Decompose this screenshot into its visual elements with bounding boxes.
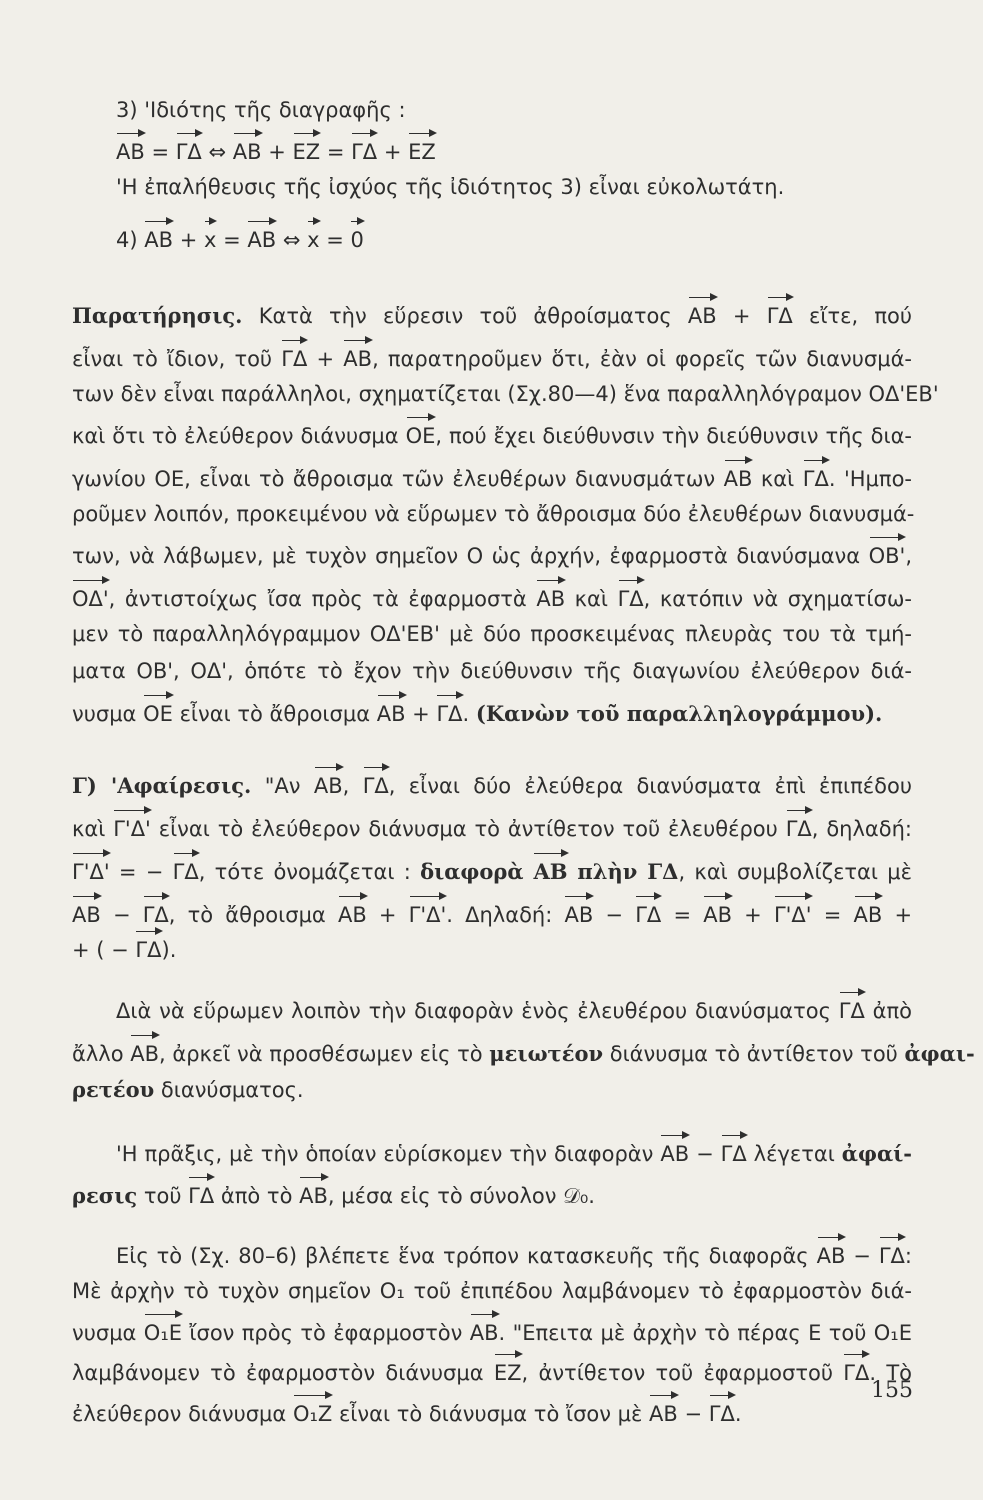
text-segment: + [882, 903, 913, 927]
vector-symbol: AB [536, 587, 566, 611]
vector-symbol: ΓΔ [281, 347, 308, 371]
remark-line [72, 345, 912, 373]
text-segment: ἄλλο [72, 1042, 131, 1066]
vector-symbol: ΓΔ [188, 1184, 215, 1208]
text-segment: Μὲ ἀρχὴν τὸ τυχὸν σημεῖον O₁ τοῦ ἐπιπέδου λαμβάνομεν τὸ ἐφαρμοστὸν διά- [72, 1279, 912, 1303]
vector-symbol: OΔ' [72, 587, 109, 611]
bold-term: πλὴν ΓΔ [567, 859, 679, 884]
text-segment: = − [109, 860, 173, 884]
text-segment: − [100, 903, 143, 927]
remark-line [72, 500, 915, 528]
vector-symbol: ΓΔ [720, 1142, 747, 1166]
text-segment: 3) 'Ιδιότης τῆς διαγραφῆς : [116, 98, 406, 122]
construction-line [72, 1319, 912, 1347]
text-segment: + [307, 347, 344, 371]
text-segment: = [216, 228, 248, 252]
vector-symbol: EZ [292, 140, 321, 164]
vector-symbol: x [203, 228, 217, 252]
text-segment: = [144, 140, 176, 164]
text-segment: εἶναι τὸ διάνυσμα τὸ ἴσον μὲ [332, 1402, 650, 1426]
vector-symbol: AB [703, 903, 732, 927]
vector-symbol: ΓΔ [766, 304, 793, 328]
text-segment: διάνυσμα τὸ ἀντίθετον τοῦ [603, 1042, 905, 1066]
bold-term: διαφορὰ [420, 859, 534, 884]
text-segment: , ἀντιστοίχως ἴσα πρὸς τὰ ἐφαρμοστὰ [108, 587, 537, 611]
text-segment: διανύσματος. [154, 1078, 304, 1102]
vector-symbol: AB [564, 903, 594, 927]
vector-symbol: ΓΔ [785, 817, 812, 841]
text-segment: καὶ [72, 817, 114, 841]
vector-symbol: AB [72, 903, 101, 927]
text-segment: Διὰ νὰ εὕρωμεν λοιπὸν τὴν διαφορὰν ἑνὸς ἐλευθέρου διανύσματος [116, 999, 839, 1023]
vector-symbol: ΓΔ [351, 140, 378, 164]
text-segment: ἀπὸ [864, 999, 912, 1023]
text-segment: = [661, 903, 704, 927]
text-segment: ματα ΟΒ', ΟΔ', ὁπότε τὸ ἔχον τὴν διεύθυνσιν τῆς διαγωνίου ἐλεύθερον διά- [72, 659, 912, 683]
text-segment: ⇔ [276, 228, 308, 252]
construction-line [72, 1359, 912, 1387]
vector-symbol: ΓΔ [635, 903, 662, 927]
difference-line [116, 997, 912, 1025]
vector-symbol: AB [649, 1402, 678, 1426]
text-segment: + [366, 903, 409, 927]
bold-term: ἀφαί- [841, 1141, 912, 1166]
vector-symbol: ΓΔ [135, 938, 162, 962]
remark-line [72, 422, 912, 450]
text-segment: εἶναι τὸ ἐλεύθερον διάνυσμα τὸ ἀντίθετον τοῦ ἐλευθέρου [150, 817, 786, 841]
property-4-formula [116, 226, 912, 254]
text-segment: − [677, 1402, 709, 1426]
vector-symbol: ΓΔ [802, 467, 829, 491]
bold-term: ἀφαι- [904, 1041, 975, 1066]
text-segment: , εἶναι δύο ἐλεύθερα διανύσματα ἐπὶ ἐπιπέδου [388, 774, 912, 798]
subtraction-line [72, 858, 912, 886]
vector-symbol: ΓΔ [362, 774, 389, 798]
text-segment: 'Η πρᾶξις, μὲ τὴν ὁποίαν εὑρίσκομεν τὴν διαφορὰν [116, 1142, 661, 1166]
text-segment: + [173, 228, 204, 252]
text-segment: νυσμα [72, 702, 144, 726]
text-segment: , τὸ ἄθροισμα [168, 903, 338, 927]
vector-symbol: ΓΔ [617, 587, 644, 611]
vector-symbol: AB [313, 774, 343, 798]
vector-symbol: AB [660, 1142, 690, 1166]
text-segment: , παρατηροῦμεν ὅτι, ἐὰν οἱ φορεῖς τῶν διανυσμά- [372, 347, 912, 371]
subtraction-line [72, 901, 912, 929]
text-segment: . "Επειτα μὲ ἀρχὴν τὸ πέρας Ε τοῦ O₁E [498, 1321, 912, 1345]
text-segment: καὶ [565, 587, 618, 611]
vector-symbol: Γ'Δ' [72, 860, 110, 884]
text-segment: . [734, 1402, 742, 1426]
text-segment: , καὶ συμβολίζεται μὲ [678, 860, 912, 884]
vector-symbol: AB [343, 347, 373, 371]
text-segment: + [716, 304, 767, 328]
subtraction-line [72, 815, 912, 843]
vector-symbol: EZ [493, 1361, 522, 1385]
text-segment: , κατόπιν νὰ σχηματίσω- [643, 587, 912, 611]
vector-symbol: AB [533, 859, 568, 884]
vector-symbol: Γ'Δ' [113, 817, 151, 841]
bold-term: Παρατήρησις. [72, 303, 243, 328]
text-segment: = [320, 140, 352, 164]
text-segment: , [342, 774, 363, 798]
bold-term: (Κανὼν τοῦ παραλληλογράμμου). [475, 701, 883, 726]
property-3-heading [116, 96, 912, 124]
text-segment: "Αν [251, 774, 314, 798]
vector-symbol: OE [143, 702, 173, 726]
construction-line [72, 1277, 912, 1305]
vector-symbol: AB [723, 467, 753, 491]
text-segment: ροῦμεν λοιπόν, προκειμένου νὰ εὕρωμεν τὸ ἄθροισμα δύο ἐλευθέρων διανυσμά- [72, 502, 915, 526]
text-segment: + [377, 140, 409, 164]
text-segment: ἴσον πρὸς τὸ ἐφαρμοστὸν [182, 1321, 470, 1345]
operation-line [116, 1140, 912, 1168]
page-number: 155 [871, 1378, 913, 1403]
text-segment: των δὲν εἶναι παράλληλοι, σχηματίζεται (Σχ.80—4) ἕνα παραλληλόγραμον ΟΔ'ΕΒ' [72, 382, 939, 406]
vector-symbol: AB [144, 228, 174, 252]
text-segment: − [689, 1142, 721, 1166]
vector-symbol: Γ'Δ' [773, 903, 812, 927]
text-segment: = [811, 903, 854, 927]
vector-symbol: AB [232, 140, 262, 164]
text-segment: γωνίου ΟΕ, εἶναι τὸ ἄθροισμα τῶν ἐλευθέρων διανυσμάτων [72, 467, 724, 491]
text-segment: − [593, 903, 636, 927]
vector-symbol: AB [469, 1321, 499, 1345]
vector-symbol: EZ [408, 140, 436, 164]
text-segment: = [319, 228, 351, 252]
text-segment: καὶ [752, 467, 803, 491]
vector-symbol: ΓΔ [838, 999, 865, 1023]
text-segment: , ἀντίθετον τοῦ ἐφαρμοστοῦ [521, 1361, 844, 1385]
text-segment: + [405, 702, 437, 726]
text-segment: , τότε ὀνομάζεται : [198, 860, 421, 884]
vector-symbol: x [307, 228, 320, 252]
remark-line [72, 620, 912, 648]
text-segment: λέγεται [746, 1142, 842, 1166]
text-segment: των, νὰ λάβωμεν, μὲ τυχὸν σημεῖον Ο ὡς ἀρχήν, ἐφαρμοστὰ διανύσμανα [72, 544, 869, 568]
text-segment: ἀπὸ τὸ [214, 1184, 300, 1208]
vector-symbol: AB [130, 1042, 160, 1066]
text-segment: μεν τὸ παραλληλόγραμμον ΟΔ'ΕΒ' μὲ δύο προσκειμένας πλευρὰς του τὰ τμή- [72, 622, 912, 646]
text-segment: + [261, 140, 293, 164]
text-segment: , [905, 544, 912, 568]
property-3-verification [116, 173, 912, 201]
text-segment: , πού ἔχει διεύθυνσιν τὴν διεύθυνσιν τῆς δια- [435, 424, 913, 448]
remark-line [72, 542, 912, 570]
bold-term: ρετέου [72, 1077, 155, 1102]
vector-symbol: OE [405, 424, 436, 448]
vector-symbol: AB [853, 903, 883, 927]
text-segment: . [462, 702, 476, 726]
remark-line [72, 657, 912, 685]
text-segment: εἶναι τὸ ἴδιον, τοῦ [72, 347, 282, 371]
text-segment: Εἰς τὸ (Σχ. 80–6) βλέπετε ἕνα τρόπον κατασκευῆς τῆς διαφορᾶς [116, 1244, 817, 1268]
text-segment: , ἀρκεῖ νὰ προσθέσωμεν εἰς τὸ [159, 1042, 490, 1066]
text-segment: τοῦ [137, 1184, 189, 1208]
text-segment: + ( − [72, 938, 136, 962]
vector-symbol: AB [687, 304, 717, 328]
text-segment: ἐλεύθερον διάνυσμα [72, 1402, 293, 1426]
construction-line [116, 1242, 912, 1270]
text-segment: . Δηλαδή: [446, 903, 565, 927]
vector-symbol: AB [299, 1184, 328, 1208]
vector-symbol: ΓΔ [436, 702, 463, 726]
text-segment: : [904, 1244, 912, 1268]
remark-line [72, 302, 912, 330]
bold-term: ρεσις [72, 1183, 138, 1208]
text-segment: + [732, 903, 774, 927]
text-segment: − [845, 1244, 879, 1268]
text-segment: λαμβάνομεν τὸ ἐφαρμοστὸν διάνυσμα [72, 1361, 494, 1385]
vector-symbol: AB [247, 228, 277, 252]
text-segment: . 'Ημπο- [828, 467, 912, 491]
text-segment: εἶναι τὸ ἄθροισμα [172, 702, 377, 726]
vector-symbol: ΓΔ [878, 1244, 905, 1268]
text-segment: 'Η ἐπαλήθευσις τῆς ἰσχύος τῆς ἰδιότητος 3) εἶναι εὐκολωτάτη. [116, 175, 785, 199]
vector-symbol: AB [337, 903, 367, 927]
vector-symbol: AB [816, 1244, 846, 1268]
vector-symbol: 0 [350, 228, 364, 252]
text-segment: Κατὰ τὴν εὕρεσιν τοῦ ἀθροίσματος [242, 304, 688, 328]
vector-symbol: ΓΔ [142, 903, 169, 927]
text-segment: . Τὸ [869, 1361, 912, 1385]
difference-line [72, 1040, 975, 1068]
construction-line [72, 1400, 912, 1428]
text-segment: ⇔ [201, 140, 233, 164]
remark-line [72, 380, 939, 408]
vector-symbol: O₁E [143, 1321, 183, 1345]
vector-symbol: ΓΔ [708, 1402, 735, 1426]
remark-line [72, 465, 912, 493]
vector-symbol: AB [376, 702, 406, 726]
bold-term: μειωτέον [489, 1041, 604, 1066]
operation-line [72, 1182, 912, 1210]
vector-symbol: Γ'Δ' [408, 903, 447, 927]
vector-symbol: ΓΔ [172, 860, 199, 884]
text-segment: ). [161, 938, 177, 962]
subtraction-line [72, 936, 912, 964]
text-segment: , δηλαδή: [811, 817, 912, 841]
difference-line [72, 1076, 912, 1104]
text-segment: εἴτε, πού [792, 304, 912, 328]
subtraction-line [72, 772, 912, 800]
vector-symbol: ΓΔ [175, 140, 202, 164]
vector-symbol: O₁Z [292, 1402, 333, 1426]
vector-symbol: AB [116, 140, 145, 164]
vector-symbol: ΓΔ [843, 1361, 870, 1385]
text-segment: , μέσα εἰς τὸ σύνολον 𝒟₀. [327, 1184, 595, 1208]
text-segment: 4) [116, 228, 145, 252]
text-segment: νυσμα [72, 1321, 144, 1345]
text-segment: καὶ ὅτι τὸ ἐλεύθερον διάνυσμα [72, 424, 406, 448]
vector-symbol: OB' [868, 544, 906, 568]
remark-line [72, 585, 912, 613]
property-3-formula [116, 138, 912, 166]
remark-line [72, 700, 912, 728]
bold-term: Γ) 'Αφαίρεσις. [72, 773, 252, 798]
